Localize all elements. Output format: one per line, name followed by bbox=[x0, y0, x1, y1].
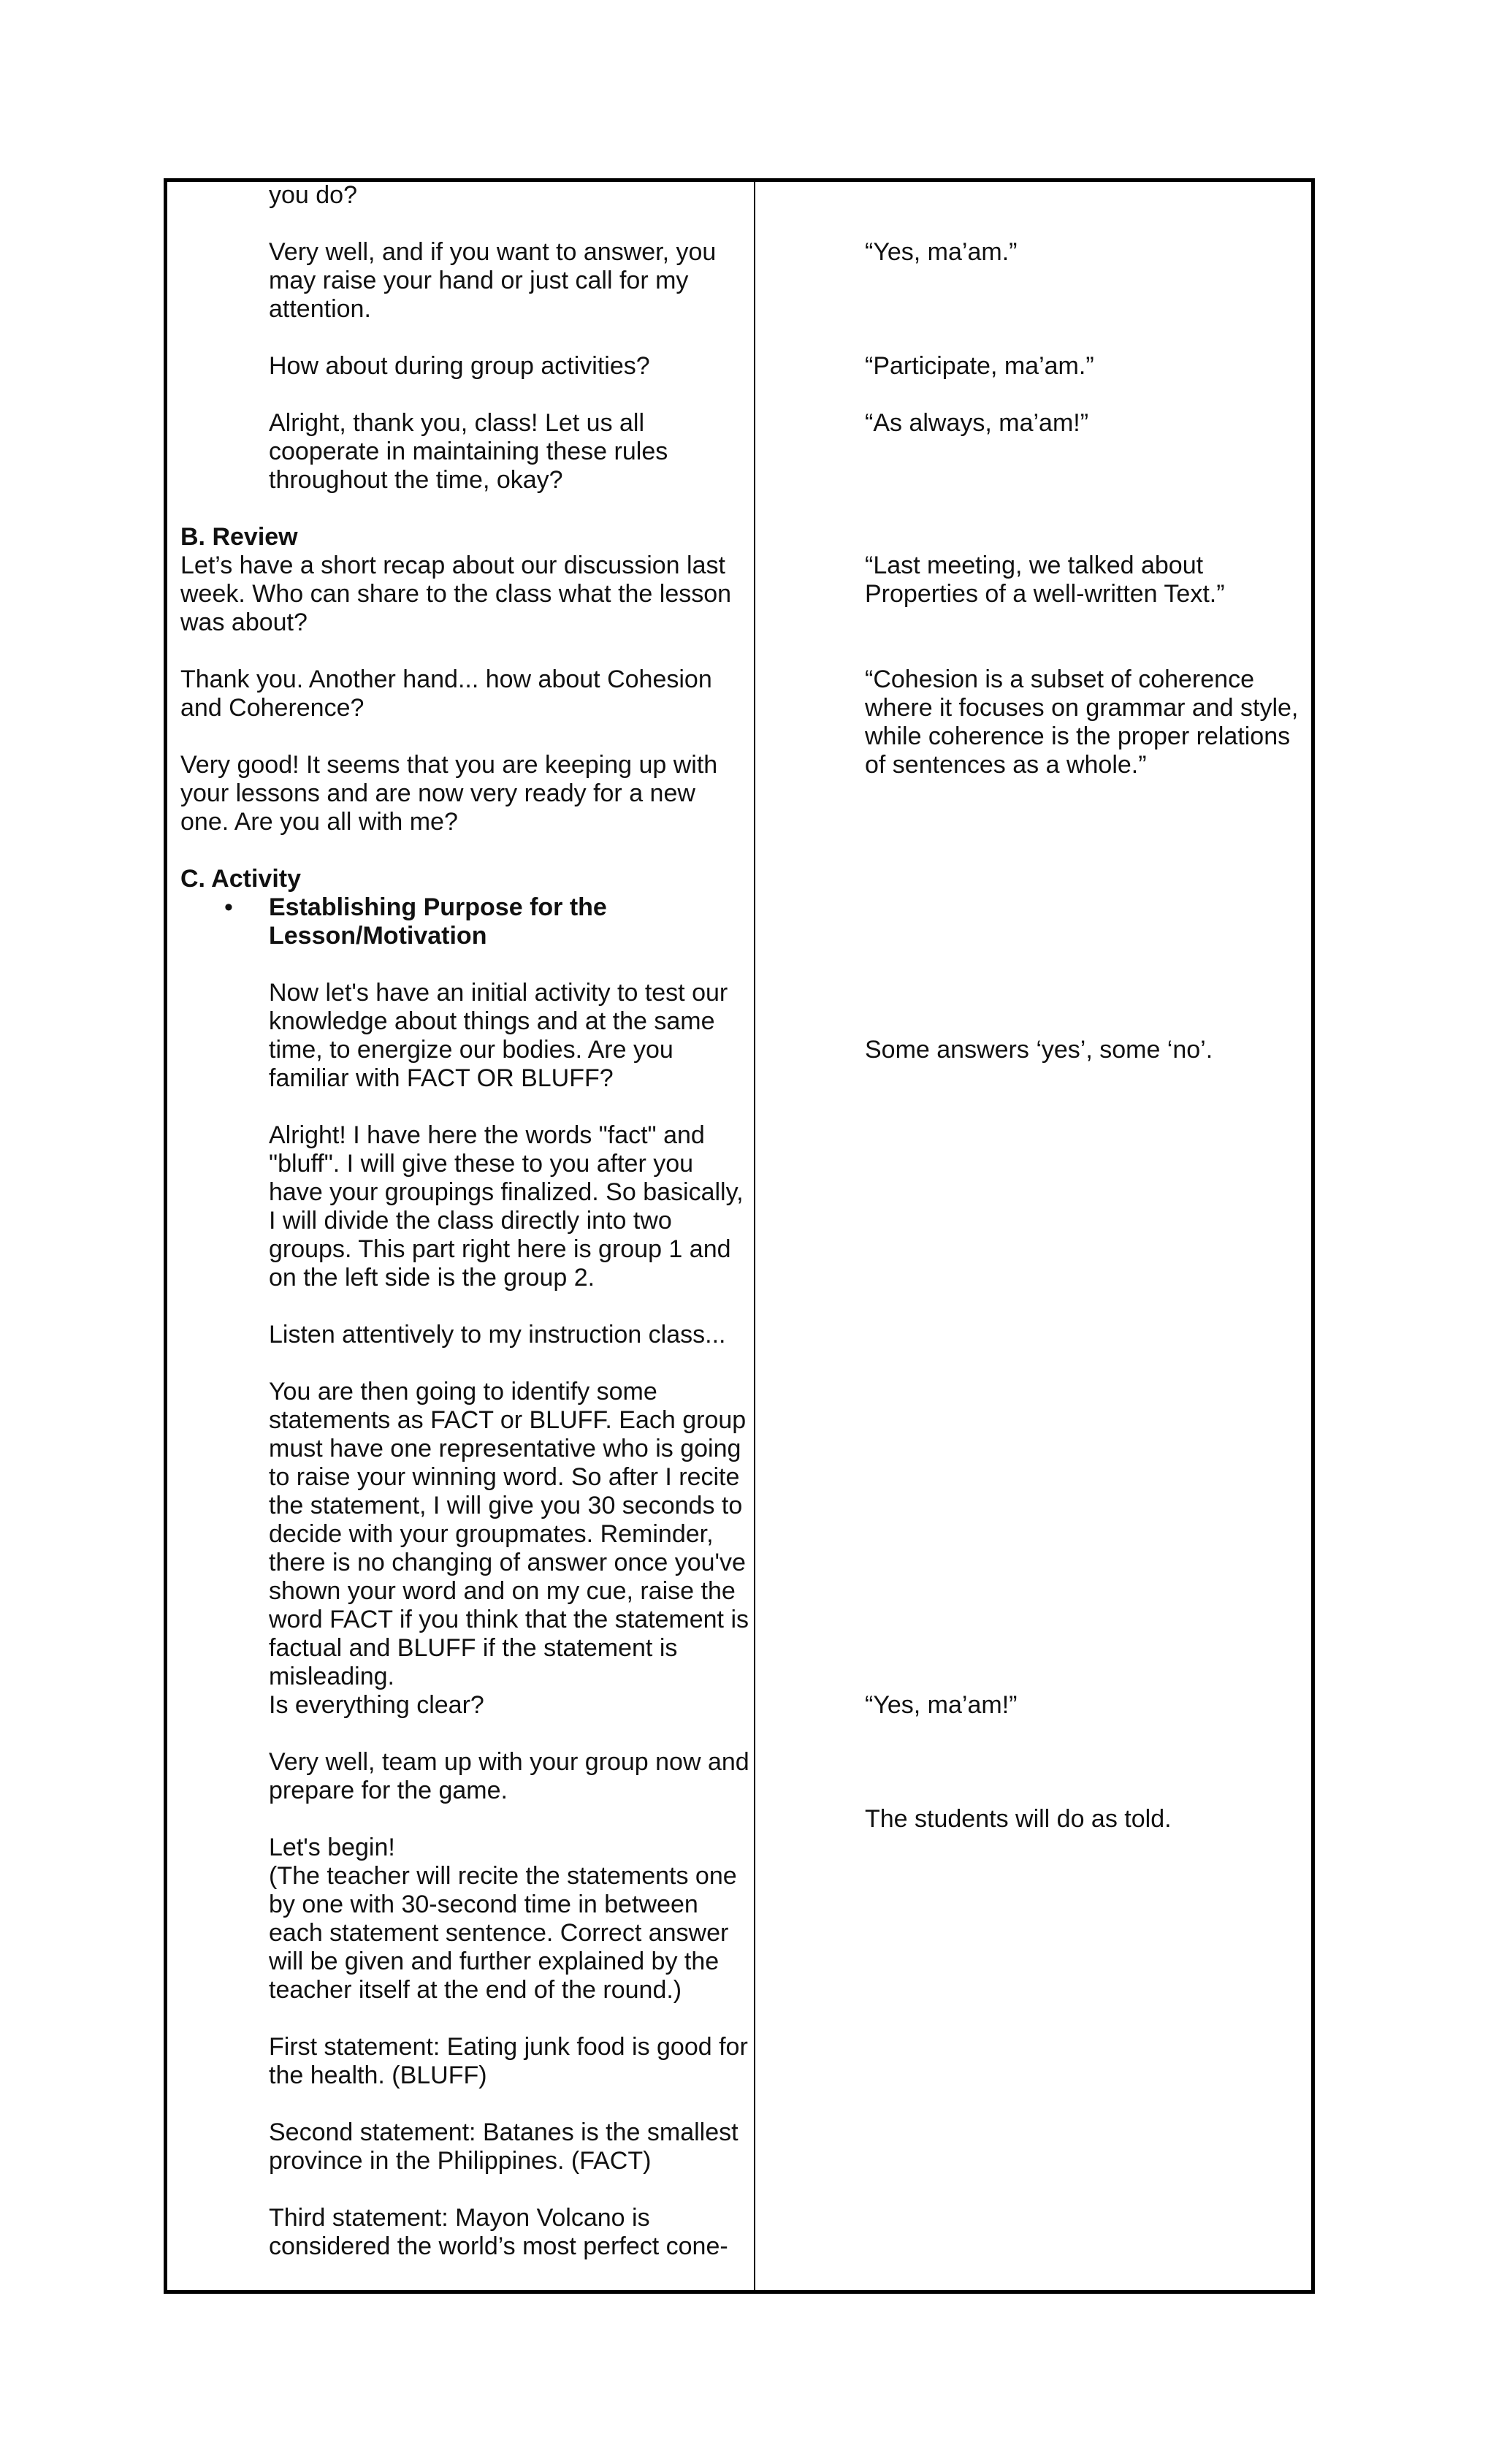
teacher-lets-begin: Let's begin! bbox=[269, 1834, 395, 1861]
statement-third: Third statement: Mayon Volcano is considered the world’s most perfect cone- bbox=[269, 2204, 728, 2260]
student-participate: “Participate, ma’am.” bbox=[865, 352, 1094, 380]
column-divider bbox=[754, 178, 755, 2294]
bullet-title: Establishing Purpose for the Lesson/Motivation bbox=[269, 893, 607, 950]
teacher-listen: Listen attentively to my instruction class... bbox=[269, 1321, 726, 1349]
teacher-is-everything-clear: Is everything clear? bbox=[269, 1691, 484, 1719]
teacher-team-up: Very well, team up with your group now and prepare for the game. bbox=[269, 1748, 749, 1804]
teacher-instructions: You are then going to identify some statements as FACT or BLUFF. Each group must have one representative who is going to raise your winning word. So after I recite the statement, I will give you 30 seconds to decide with your groupmates. Reminder, there is no changing of answer once you've shown your word and on my cue, raise the word FACT if you think that the statement is factual and BLUFF if the statement is misleading. bbox=[269, 1378, 749, 1690]
teacher-line-you-do: you do? bbox=[269, 181, 357, 209]
teacher-cooperate: Alright, thank you, class! Let us all cooperate in maintaining these rules throughout the time, okay? bbox=[269, 409, 668, 494]
student-yes-maam-2: “Yes, ma’am!” bbox=[865, 1691, 1018, 1719]
student-cohesion-answer: “Cohesion is a subset of coherence where it focuses on grammar and style, while coherence is the proper relations of sentences as a whole.” bbox=[865, 665, 1299, 779]
student-some-answers: Some answers ‘yes’, some ‘no’. bbox=[865, 1036, 1213, 1064]
heading-review: B. Review bbox=[180, 523, 298, 551]
bullet-icon: • bbox=[224, 893, 233, 921]
statement-second: Second statement: Batanes is the smallest province in the Philippines. (FACT) bbox=[269, 2118, 739, 2175]
teacher-group-activities: How about during group activities? bbox=[269, 352, 650, 380]
teacher-cohesion-question: Thank you. Another hand... how about Cohesion and Coherence? bbox=[180, 665, 712, 722]
teacher-initial-activity: Now let's have an initial activity to test our knowledge about things and at the same time, to energize our bodies. Are you familiar with FACT OR BLUFF? bbox=[269, 979, 728, 1092]
student-as-always: “As always, ma’am!” bbox=[865, 409, 1089, 437]
teacher-fact-bluff-words: Alright! I have here the words "fact" and "bluff". I will give these to you after you have your groupings finalized. So basically, I will divide the class directly into two groups. This part right here is group 1 and on the left side is the group 2. bbox=[269, 1121, 744, 1292]
teacher-recite-note: (The teacher will recite the statements one by one with 30-second time in between each statement sentence. Correct answer will be given and further explained by the teacher itself at the end of the round.) bbox=[269, 1862, 737, 2004]
teacher-recap: Let’s have a short recap about our discussion last week. Who can share to the class what the lesson was about? bbox=[180, 552, 732, 636]
student-last-meeting: “Last meeting, we talked about Properties of a well-written Text.” bbox=[865, 552, 1225, 608]
teacher-raise-hand: Very well, and if you want to answer, you may raise your hand or just call for my attention. bbox=[269, 238, 717, 323]
teacher-very-good: Very good! It seems that you are keeping up with your lessons and are now very ready for a new one. Are you all with me? bbox=[180, 751, 718, 836]
student-yes-maam: “Yes, ma’am.” bbox=[865, 238, 1018, 266]
statement-first: First statement: Eating junk food is good for the health. (BLUFF) bbox=[269, 2033, 748, 2089]
student-do-as-told: The students will do as told. bbox=[865, 1805, 1172, 1833]
heading-activity: C. Activity bbox=[180, 865, 302, 893]
